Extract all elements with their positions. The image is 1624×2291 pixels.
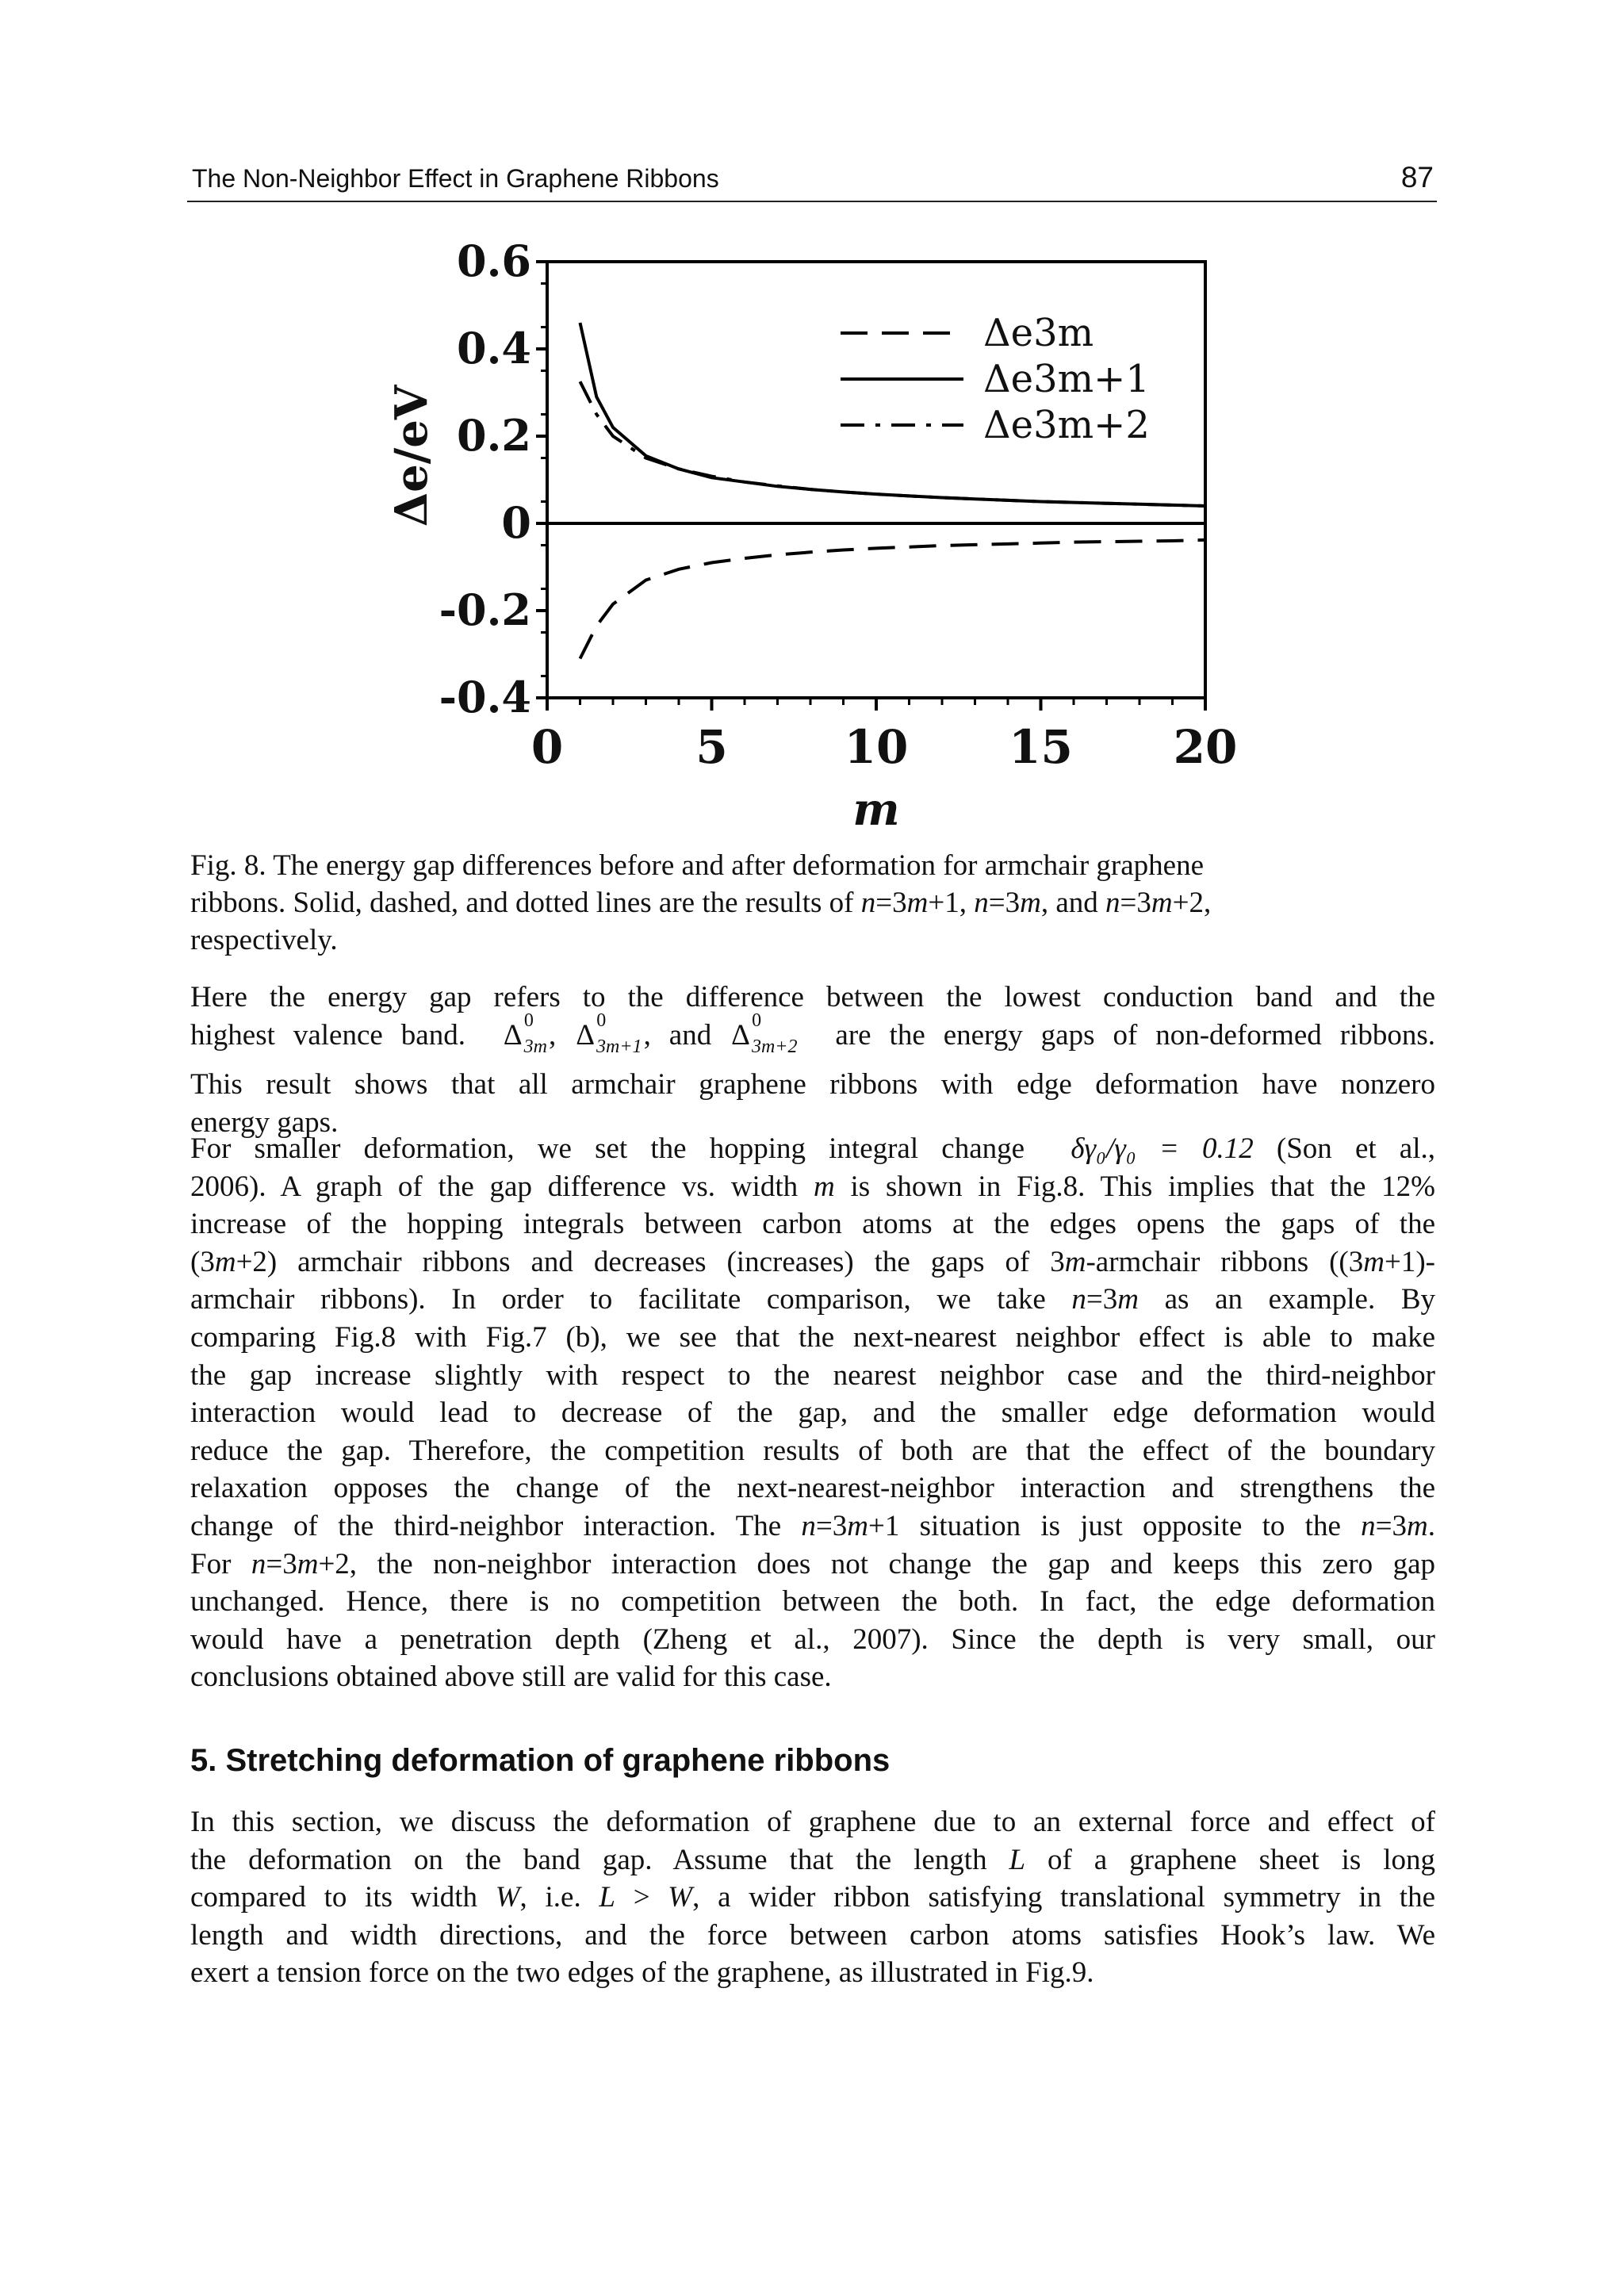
text: For (190, 1547, 251, 1580)
text-line (190, 1546, 1435, 1584)
caption-text: =3 (875, 887, 907, 919)
var-n: n (1361, 1509, 1376, 1542)
y-tick-label: 0.2 (457, 410, 531, 461)
gap-difference-chart (373, 238, 1245, 841)
plot-border (547, 262, 1205, 698)
var-n: n (1105, 887, 1120, 919)
text: =3 (266, 1547, 297, 1580)
superscript: 0 (523, 1009, 534, 1031)
var-m: m (1407, 1509, 1428, 1542)
chart-legend (841, 311, 1150, 447)
text-line (190, 1243, 1435, 1282)
text: +2) armchair ribbons and decreases (increases) the gaps of 3 (236, 1245, 1065, 1278)
text-line: the gap increase slightly with respect to the nearest neighbor case and the third-neighbor (190, 1358, 1435, 1392)
var-m: m (1363, 1245, 1385, 1278)
delta-3m1 (576, 1009, 642, 1067)
y-tick-label: -0.4 (439, 672, 531, 722)
text-line: Here the energy gap refers to the difference between the lowest conduction band and the (190, 981, 1435, 1013)
text-line (190, 1879, 1435, 1917)
caption-text: , and (1040, 887, 1105, 919)
text-line (190, 1281, 1435, 1319)
caption-text: =3 (1120, 887, 1151, 919)
y-tick-label: -0.2 (439, 584, 531, 635)
paragraph-smaller-deformation (190, 1130, 1435, 1696)
text: +1 situation is just opposite to the (868, 1509, 1362, 1542)
text: For smaller deformation, we set the hopping integral change (190, 1132, 1025, 1165)
text-line: unchanged. Hence, there is no competition between the both. In fact, the edge deformation (190, 1585, 1435, 1619)
text: as an example. By (1139, 1283, 1435, 1316)
text: , and (643, 1018, 712, 1052)
section-heading: 5. Stretching deformation of graphene ribbons (190, 1743, 891, 1778)
var-n: n (1071, 1283, 1086, 1316)
caption-text: ribbons. Solid, dashed, and dotted lines are the results of (190, 887, 861, 919)
var-n: n (860, 887, 876, 919)
legend-label: Δe3m (983, 311, 1094, 355)
text: is shown in Fig.8. This implies that the 12% (834, 1170, 1436, 1203)
subscript: 3m+2 (751, 1036, 798, 1057)
page-number: 87 (1400, 161, 1434, 193)
var-W: W (495, 1881, 520, 1914)
legend-label: Δe3m+2 (983, 403, 1150, 447)
text-line (190, 1841, 1435, 1879)
text-line: interaction would lead to decrease of the gap, and the smaller edge deformation would (190, 1396, 1435, 1430)
paragraph-energy-gap (190, 979, 1435, 1141)
text-line: reduce the gap. Therefore, the competition results of both are that the effect of the boundary (190, 1434, 1435, 1467)
subscript: 3m+1 (596, 1036, 642, 1057)
var-m: m (813, 1170, 835, 1203)
text: , i.e. (519, 1881, 599, 1914)
text-line: relaxation opposes the change of the next-nearest-neighbor interaction and strengthens the (190, 1472, 1435, 1505)
text: =3 (1375, 1509, 1407, 1542)
var-m: m (1151, 887, 1173, 919)
text-line (190, 1009, 1436, 1067)
text-line: This result shows that all armchair graphene ribbons with edge deformation have nonzero (190, 1068, 1435, 1101)
var-m: m (1117, 1283, 1139, 1316)
var-m: m (847, 1509, 868, 1542)
text: highest valence band. (190, 1018, 465, 1052)
x-tick-label: 0 (530, 720, 564, 774)
y-tick-label: 0.4 (457, 323, 531, 374)
x-tick-label: 20 (1173, 720, 1238, 774)
running-title: The Non-Neighbor Effect in Graphene Ribbons (192, 164, 719, 193)
text-line: conclusions obtained above still are valid for this case. (190, 1661, 832, 1694)
delta-3m (503, 1009, 548, 1067)
x-axis-label: m (852, 783, 900, 836)
legend-label: Δe3m+1 (983, 357, 1150, 401)
text-line: In this section, we discuss the deformation of graphene due to an external force and effect of (190, 1806, 1435, 1838)
figure-8 (373, 238, 1245, 845)
var-m: m (1064, 1245, 1086, 1278)
x-tick-label: 5 (695, 720, 728, 774)
var-L: L (599, 1881, 615, 1914)
plot-frame (547, 262, 1205, 698)
text: (3 (190, 1245, 215, 1278)
text-line: increase of the hopping integrals between carbon atoms at the edges opens the gaps of the (190, 1208, 1435, 1241)
text-line (190, 1168, 1435, 1206)
var-n: n (801, 1509, 816, 1542)
text-line (190, 1130, 1435, 1168)
text: (Son et al., (1276, 1132, 1436, 1165)
text: , (549, 1018, 557, 1052)
running-header (187, 161, 1437, 202)
var-W: W (668, 1881, 693, 1914)
y-axis-label: Δe/eV (385, 385, 438, 527)
text-line: would have a penetration depth (Zheng et al., 2007). Since the depth is very small, our (190, 1622, 1435, 1656)
x-tick-label: 15 (1009, 720, 1073, 774)
text: compared to its width (190, 1881, 496, 1914)
text: =3 (1086, 1283, 1118, 1316)
axis-ticks (439, 238, 1238, 774)
y-tick-label: 0.6 (457, 238, 531, 286)
x-tick-label: 10 (844, 720, 909, 774)
text-line: comparing Fig.8 with Fig.7 (b), we see that the next-nearest neighbor effect is able to make (190, 1320, 1435, 1354)
delta-symbol: Δ (576, 1018, 596, 1052)
subscript: 3m (523, 1036, 548, 1057)
text: , a wider ribbon satisfying translational symmetry in the (692, 1881, 1436, 1914)
text: +1)- (1384, 1245, 1435, 1278)
text: are the energy gaps of non-deformed ribbons. (835, 1018, 1436, 1052)
var-L: L (1009, 1843, 1026, 1876)
text: the deformation on the band gap. Assume that the length (190, 1843, 1009, 1876)
var-n: n (251, 1547, 266, 1580)
text: -armchair ribbons ((3 (1086, 1245, 1364, 1278)
text-line: energy gaps. (190, 1105, 339, 1139)
var-m: m (297, 1547, 319, 1580)
caption-text: +1, (928, 887, 975, 919)
text: of a graphene sheet is long (1025, 1843, 1435, 1876)
caption-line (190, 884, 1435, 921)
text: change of the third-neighbor interaction. The (190, 1509, 802, 1542)
text: . (1427, 1509, 1435, 1542)
delta-3m2 (731, 1009, 798, 1067)
figure-caption (190, 847, 1435, 959)
text-line: length and width directions, and the force between carbon atoms satisfies Hook’s law. We (190, 1918, 1435, 1952)
formula: δγ₀/γ₀ = 0.12 (1071, 1132, 1254, 1165)
y-tick-label: 0 (501, 497, 531, 548)
series-e3m (580, 540, 1206, 659)
caption-line: Fig. 8. The energy gap differences before and after deformation for armchair graphene (190, 849, 1204, 882)
var-m: m (1020, 887, 1041, 919)
text: armchair ribbons). In order to facilitate comparison, we take (190, 1283, 1072, 1316)
delta-symbol: Δ (503, 1018, 523, 1052)
var-n: n (974, 887, 989, 919)
caption-text: =3 (988, 887, 1021, 919)
delta-symbol: Δ (731, 1018, 750, 1052)
text-line: exert a tension force on the two edges of the graphene, as illustrated in Fig.9. (190, 1956, 1094, 1990)
text: =3 (815, 1509, 848, 1542)
var-m: m (214, 1245, 236, 1278)
caption-text: +2, (1172, 887, 1212, 919)
caption-line: respectively. (190, 924, 338, 956)
var-m: m (906, 887, 929, 919)
text: > (615, 1881, 668, 1914)
text-line (190, 1508, 1435, 1546)
superscript: 0 (596, 1009, 607, 1031)
text: +2, the non-neighbor interaction does not change the gap and keeps this zero gap (318, 1547, 1435, 1580)
superscript: 0 (752, 1009, 762, 1031)
paragraph-stretching (190, 1803, 1435, 1992)
text: 2006). A graph of the gap difference vs. width (190, 1170, 814, 1203)
